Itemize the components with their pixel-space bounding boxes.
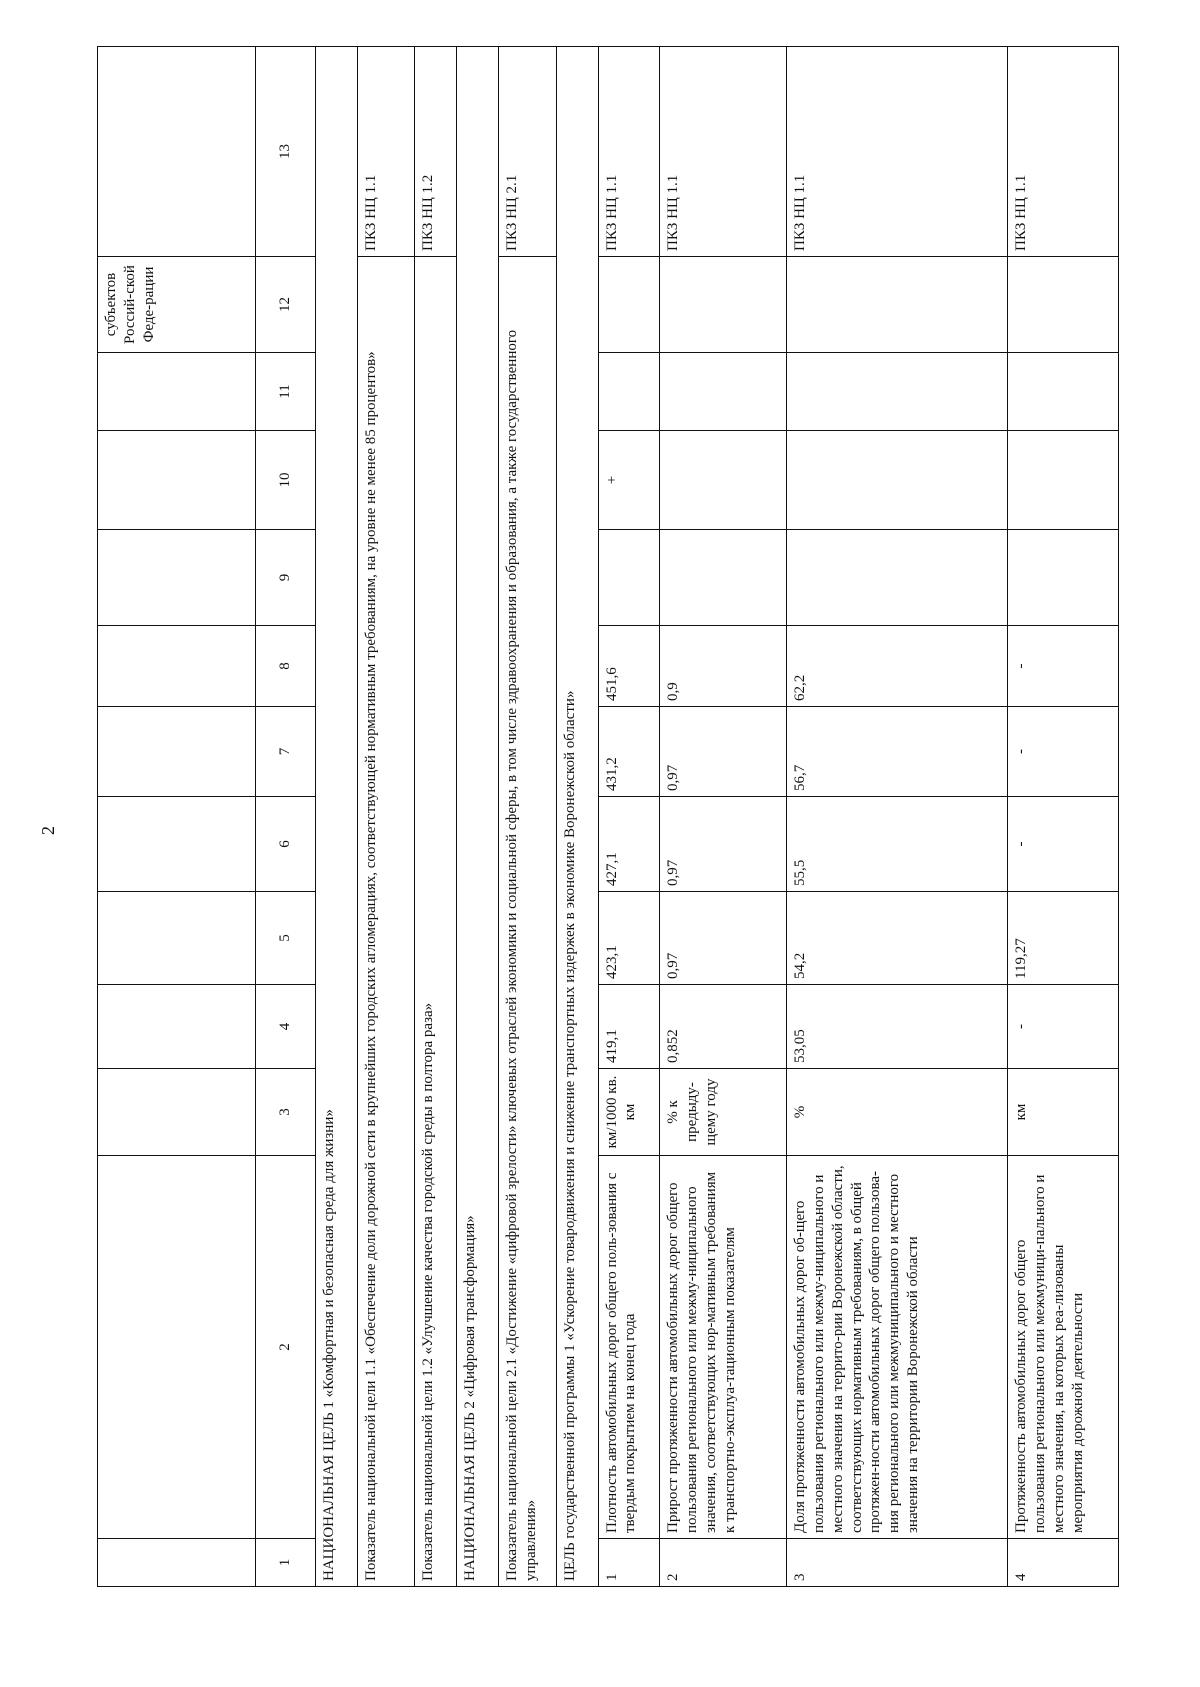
value-col12 (787, 257, 1008, 353)
value-col8: 0,9 (660, 626, 787, 707)
indicator-1-1-code: ПКЗ НЦ 1.1 (357, 47, 414, 257)
table-row (1008, 47, 1119, 1587)
indicator-1-1-row (357, 47, 414, 1587)
indicator-1-1: Показатель национальной цели 1.1 «Обеспечение доли дорожной сети в крупнейших городских агломерациях, соответствующей нормативным требованиям, на уровне не менее 85 процентов» (357, 257, 414, 1587)
indicator-2-1-code: ПКЗ НЦ 2.1 (499, 47, 556, 257)
colnum: 8 (256, 626, 316, 707)
value-col13: ПКЗ НЦ 1.1 (598, 47, 660, 257)
value-col9 (1008, 530, 1119, 626)
value-col12 (660, 257, 787, 353)
value-col9 (598, 530, 660, 626)
value-col13: ПКЗ НЦ 1.1 (787, 47, 1008, 257)
indicator-name: Протяженность автомобильных дорог общего пользования регионального или межмуници-пального и местного значения, на которых реа-лизованы мероприятия дорожной деятельности (1008, 1156, 1119, 1539)
header-col12-text: субъектов Россий-ской Феде-рации (98, 257, 256, 353)
national-goal-1-row (315, 47, 357, 1587)
value-col11 (787, 353, 1008, 431)
value-col9 (787, 530, 1008, 626)
value-col7: 431,2 (598, 707, 660, 797)
indicator-1-2-code: ПКЗ НЦ 1.2 (415, 47, 457, 257)
colnum: 2 (256, 1156, 316, 1539)
indicator-name: Прирост протяженности автомобильных дорог общего пользования регионального или межму-ниципального значения, соответствующих нор-мативным требованиям к транспортно-эксплуа-тационным показателям (660, 1156, 787, 1539)
colnum: 12 (256, 257, 316, 353)
colnum: 7 (256, 707, 316, 797)
value-col13: ПКЗ НЦ 1.1 (1008, 47, 1119, 257)
value-col11 (598, 353, 660, 431)
value-col5: 0,97 (660, 892, 787, 985)
colnum: 11 (256, 353, 316, 431)
value-col10 (787, 431, 1008, 530)
value-col5: 423,1 (598, 892, 660, 985)
value-col12 (598, 257, 660, 353)
unit: км (1008, 1069, 1119, 1156)
value-col5: 119,27 (1008, 892, 1119, 985)
value-col12 (1008, 257, 1119, 353)
column-numbers-row (256, 47, 316, 1587)
row-number: 1 (598, 1539, 660, 1587)
indicator-name: Доля протяженности автомобильных дорог об-щего пользования регионального или межму-ниципального и местного значения на террито-рии Воронежской области, соответствующих нормативным требованиям, в общей протяжен-ности автомобильных дорог общего пользова-ния регионального или межмуниципального и местного значения на территории Воронежской области (787, 1156, 1008, 1539)
page-number: 2 (38, 826, 58, 835)
table-row (598, 47, 660, 1587)
indicator-name: Плотность автомобильных дорог общего поль-зования с твердым покрытием на конец года (598, 1156, 660, 1539)
table-row (787, 47, 1008, 1587)
colnum: 6 (256, 797, 316, 892)
value-col13: ПКЗ НЦ 1.1 (660, 47, 787, 257)
value-col8: 451,6 (598, 626, 660, 707)
row-number: 4 (1008, 1539, 1119, 1587)
value-col6: 0,97 (660, 797, 787, 892)
value-col10: + (598, 431, 660, 530)
program-goal-row (556, 47, 598, 1587)
national-goal-2-row (457, 47, 499, 1587)
unit: км/1000 кв. км (598, 1069, 660, 1156)
indicator-1-2-row (415, 47, 457, 1587)
value-col11 (660, 353, 787, 431)
colnum: 13 (256, 47, 316, 257)
value-col4: 0,852 (660, 985, 787, 1069)
row-number: 3 (787, 1539, 1008, 1587)
colnum: 5 (256, 892, 316, 985)
indicator-2-1-row (499, 47, 556, 1587)
value-col6: 427,1 (598, 797, 660, 892)
value-col4: 53,05 (787, 985, 1008, 1069)
colnum: 10 (256, 431, 316, 530)
value-col6: - (1008, 797, 1119, 892)
value-col5: 54,2 (787, 892, 1008, 985)
national-goal-1: НАЦИОНАЛЬНАЯ ЦЕЛЬ 1 «Комфортная и безопасная среда для жизни» (315, 47, 357, 1587)
value-col8: 62,2 (787, 626, 1008, 707)
value-col10 (660, 431, 787, 530)
unit: % к предыду-щему году (660, 1069, 787, 1156)
value-col6: 55,5 (787, 797, 1008, 892)
value-col8: - (1008, 626, 1119, 707)
value-col10 (1008, 431, 1119, 530)
value-col4: - (1008, 985, 1119, 1069)
value-col11 (1008, 353, 1119, 431)
value-col7: 0,97 (660, 707, 787, 797)
rotated-table-wrapper (97, 47, 1119, 1587)
national-goal-2: НАЦИОНАЛЬНАЯ ЦЕЛЬ 2 «Цифровая трансформация» (457, 47, 499, 1587)
value-col9 (660, 530, 787, 626)
colnum: 9 (256, 530, 316, 626)
value-col7: 56,7 (787, 707, 1008, 797)
row-number: 2 (660, 1539, 787, 1587)
table-row (660, 47, 787, 1587)
value-col7: - (1008, 707, 1119, 797)
program-goal-1: ЦЕЛЬ государственной программы 1 «Ускорение товародвижения и снижение транспортных издержек в экономике Воронежской области» (556, 47, 598, 1587)
indicator-2-1: Показатель национальной цели 2.1 «Достижение «цифровой зрелости» ключевых отраслей экономики и социальной сферы, в том числе здравоохранения и образования, а также государственного управления» (499, 257, 556, 1587)
indicator-1-2: Показатель национальной цели 1.2 «Улучшение качества городской среды в полтора раза» (415, 257, 457, 1587)
indicators-table (97, 46, 1119, 1587)
value-col4: 419,1 (598, 985, 660, 1069)
unit: % (787, 1069, 1008, 1156)
colnum: 4 (256, 985, 316, 1069)
colnum: 3 (256, 1069, 316, 1156)
header-continuation-row (98, 47, 256, 1587)
colnum: 1 (256, 1539, 316, 1587)
